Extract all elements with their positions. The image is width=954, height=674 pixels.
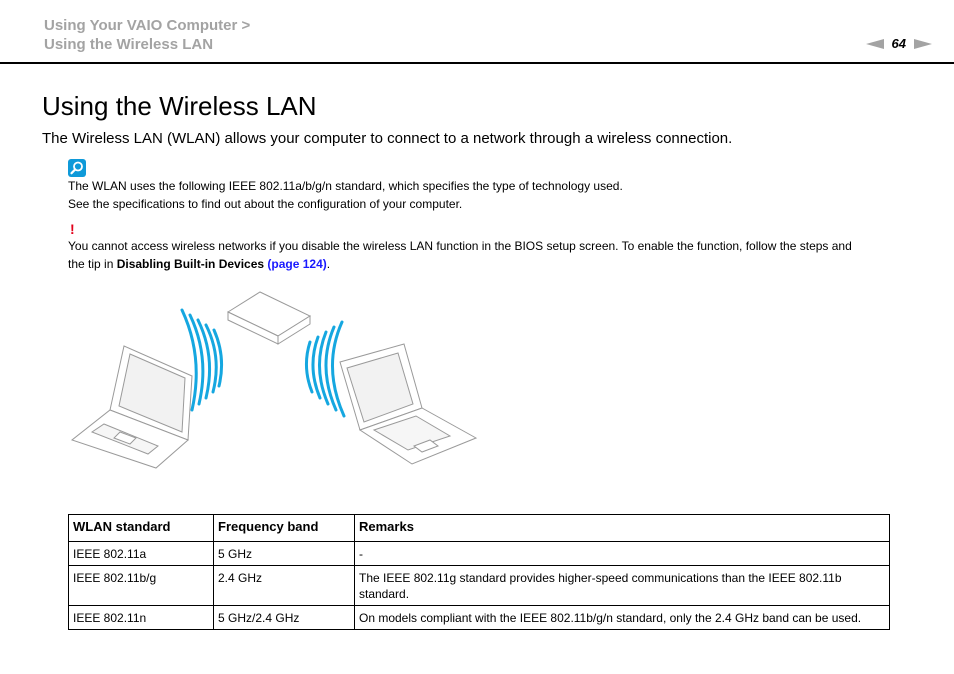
column-header-standard: WLAN standard (69, 515, 214, 542)
cell-remarks: On models compliant with the IEEE 802.11b/g/n standard, only the 2.4 GHz band can be used. (355, 606, 890, 630)
warning-text-line1: You cannot access wireless networks if you disable the wireless LAN function in the BIOS setup screen. To enable the function, follow the steps and (68, 239, 852, 253)
breadcrumb (44, 16, 250, 54)
cell-standard: IEEE 802.11a (69, 542, 214, 566)
warning-text-line2 (68, 255, 330, 273)
header-divider (0, 62, 954, 64)
warning-text-prefix: the tip in (68, 257, 117, 271)
cell-standard: IEEE 802.11n (69, 606, 214, 630)
right-laptop-image (340, 344, 476, 464)
table-row (69, 606, 890, 630)
wlan-standards-table (68, 514, 890, 630)
left-laptop-image (72, 346, 192, 468)
cell-remarks: The IEEE 802.11g standard provides higher-speed communications than the IEEE 802.11b standard. (355, 566, 890, 606)
magnifier-note-icon (68, 159, 86, 177)
page-124-link[interactable]: (page 124) (267, 257, 327, 271)
cell-frequency: 5 GHz (214, 542, 355, 566)
router-image (228, 292, 310, 344)
breadcrumb-parent[interactable]: Using Your VAIO Computer > (44, 17, 251, 34)
table-header-row (69, 515, 890, 542)
cell-frequency: 2.4 GHz (214, 566, 355, 606)
page-title: Using the Wireless LAN (42, 91, 317, 121)
wireless-lan-illustration (64, 282, 484, 472)
previous-page-arrow-icon[interactable] (866, 39, 884, 49)
warning-text-suffix: . (326, 257, 331, 271)
disabling-devices-reference: Disabling Built-in Devices (116, 257, 265, 271)
column-header-remarks: Remarks (355, 515, 890, 542)
cell-frequency: 5 GHz/2.4 GHz (214, 606, 355, 630)
note-text-line2: See the specifications to find out about the configuration of your computer. (68, 197, 463, 211)
page-navigation (866, 36, 932, 51)
warning-icon: ! (70, 221, 75, 237)
cell-standard: IEEE 802.11b/g (69, 566, 214, 606)
column-header-frequency: Frequency band (214, 515, 355, 542)
breadcrumb-current: Using the Wireless LAN (44, 36, 214, 53)
next-page-arrow-icon[interactable] (914, 39, 932, 49)
intro-paragraph: The Wireless LAN (WLAN) allows your computer to connect to a network through a wireless connection. (42, 130, 733, 147)
page-number: 64 (891, 36, 906, 51)
table-row (69, 566, 890, 606)
note-text-line1: The WLAN uses the following IEEE 802.11a/b/g/n standard, which specifies the type of technology used. (68, 179, 623, 193)
table-row (69, 542, 890, 566)
cell-remarks: - (355, 542, 890, 566)
